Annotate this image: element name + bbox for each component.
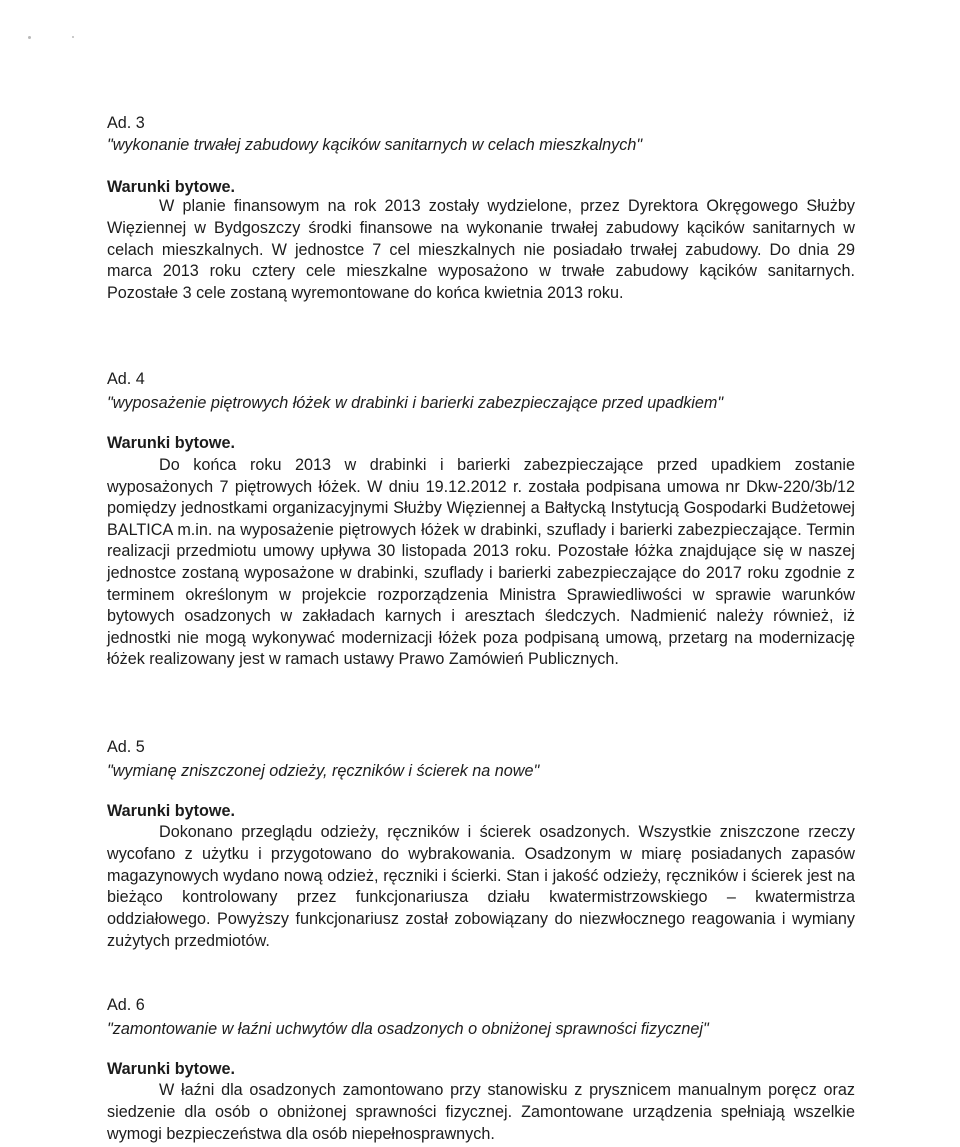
section-heading: Warunki bytowe.: [107, 1060, 236, 1078]
section-number: Ad. 3: [107, 114, 145, 132]
section-heading: Warunki bytowe.: [107, 178, 236, 196]
scan-speck: [28, 36, 31, 39]
section-title: "wykonanie trwałej zabudowy kącików sanitarnych w celach mieszkalnych": [107, 136, 643, 154]
section-number: Ad. 5: [107, 738, 145, 756]
section-heading: Warunki bytowe.: [107, 434, 236, 452]
scan-speck: [72, 36, 74, 38]
section-title: "zamontowanie w łaźni uchwytów dla osadzonych o obniżonej sprawności fizycznej": [107, 1020, 709, 1038]
section-title: "wyposażenie piętrowych łóżek w drabinki i barierki zabezpieczające przed upadkiem": [107, 394, 724, 412]
section-title: "wymianę zniszczonej odzieży, ręczników i ścierek na nowe": [107, 762, 540, 780]
section-body: Do końca roku 2013 w drabinki i barierki zabezpieczające przed upadkiem zostanie wyposażonych 7 piętrowych łóżek. W dniu 19.12.2012 r. została podpisana umowa nr Dkw-220/3b/12 pomiędzy jednostkami organizacyjnymi Służby Więziennej a Bałtycką Instytucją Gospodarki Budżetowej BALTICA m.in. na wyposażenie piętrowych łóżek w drabinki, szuflady i barierki zabezpieczające. Termin realizacji przedmiotu umowy upływa 30 listopada 2013 roku. Pozostałe łóżka znajdujące się w naszej jednostce zostaną wyposażone w drabinki, szuflady i barierki zabezpieczające do 2017 roku zgodnie z terminem określonym w projekcie rozporządzenia Ministra Sprawiedliwości w sprawie warunków bytowych osadzonych w zakładach karnych i aresztach śledczych. Nadmienić należy również, iż jednostki nie mogą wykonywać modernizacji łóżek poza podpisaną umową, przetarg na modernizację łóżek realizowany jest w ramach ustawy Prawo Zamówień Publicznych.: [107, 456, 855, 669]
section-ad-4: [107, 368, 855, 728]
section-ad-5: [107, 736, 855, 972]
section-body: W łaźni dla osadzonych zamontowano przy stanowisku z prysznicem manualnym poręcz oraz siedzenie dla osób o obniżonej sprawności fizycznej. Zamontowane urządzenia spełniają wszelkie wymogi bezpieczeństwa dla osób niepełnosprawnych.: [107, 1081, 855, 1143]
section-number: Ad. 6: [107, 996, 145, 1014]
section-number: Ad. 4: [107, 370, 145, 388]
section-ad-3: [107, 112, 855, 342]
section-heading: Warunki bytowe.: [107, 802, 236, 820]
section-body: Dokonano przeglądu odzieży, ręczników i ścierek osadzonych. Wszystkie zniszczone rzeczy wycofano z użytku i przygotowano do wybrakowania. Osadzonym w miarę posiadanych zapasów magazynowych wydano nową odzież, ręczniki i ścierki. Stan i jakość odzieży, ręczników i ścierek jest na bieżąco kontrolowany przez funkcjonariusza działu kwatermistrzowskiego – kwatermistrza oddziałowego. Powyższy funkcjonariusz został zobowiązany do niezwłocznego reagowania i wymiany zużytych przedmiotów.: [107, 823, 855, 950]
section-body: W planie finansowym na rok 2013 zostały wydzielone, przez Dyrektora Okręgowego Służby Więziennej w Bydgoszczy środki finansowe na wykonanie trwałej zabudowy kącików sanitarnych w celach mieszkalnych. W jednostce 7 cel mieszkalnych nie posiadało trwałej zabudowy. Do dnia 29 marca 2013 roku cztery cele mieszkalne wyposażono w trwałe zabudowy kącików sanitarnych. Pozostałe 3 cele zostaną wyremontowane do końca kwietnia 2013 roku.: [107, 197, 855, 303]
section-ad-6: [107, 994, 855, 1144]
